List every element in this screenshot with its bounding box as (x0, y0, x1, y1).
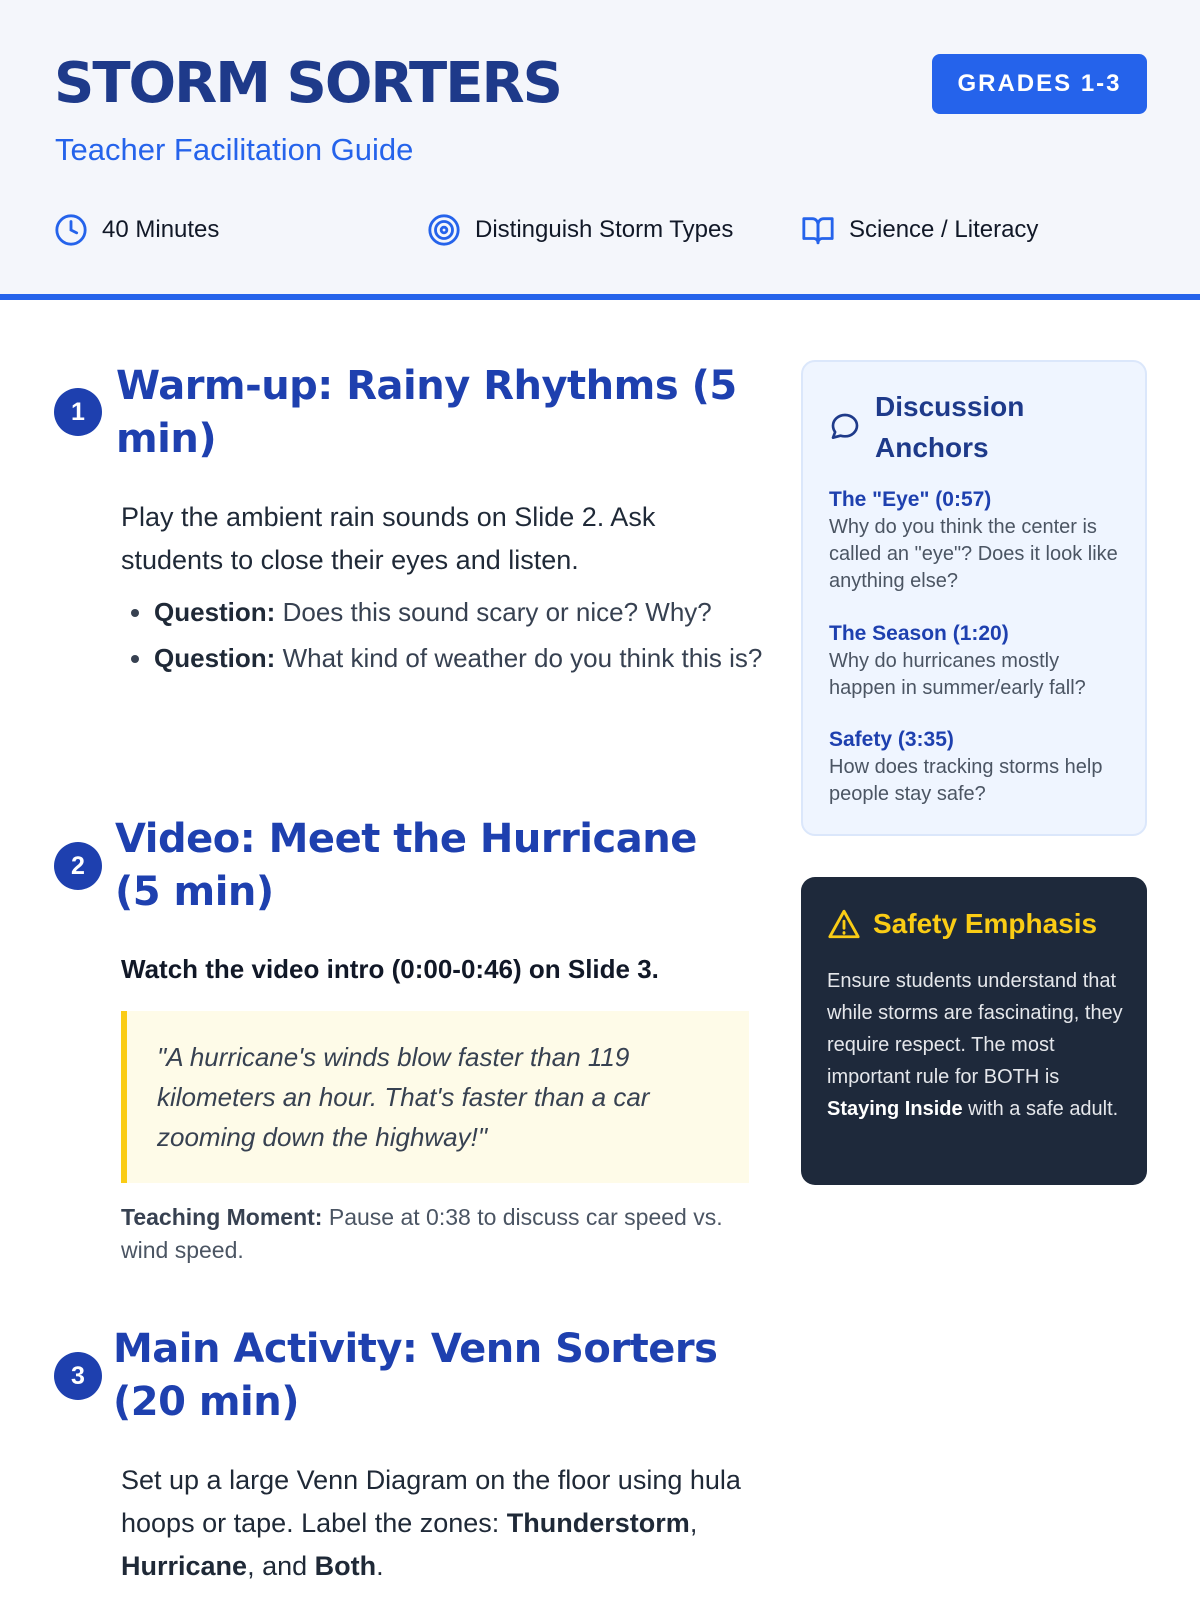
anchor-item (829, 620, 1129, 702)
meta-subject-text: Science / Literacy (849, 216, 1039, 243)
section-video (54, 813, 754, 1267)
page-subtitle: Teacher Facilitation Guide (55, 132, 414, 167)
video-quote: "A hurricane's winds blow faster than 119 kilometers an hour. That's faster than a car zooming down the highway!" (121, 1011, 749, 1183)
question-list (154, 592, 774, 678)
section-main-activity (54, 1323, 754, 1588)
meta-subject (801, 212, 1038, 248)
section-title: Main Activity: Venn Sorters (20 min) (113, 1326, 718, 1425)
list-item: • Question: What kind of weather do you think this is? (154, 638, 774, 678)
zone-label: Hurricane (121, 1551, 248, 1581)
teaching-moment: Teaching Moment: Pause at 0:38 to discuss car speed vs. wind speed. (121, 1204, 723, 1263)
safety-emphasis-panel (801, 877, 1147, 1185)
video-instruction: Watch the video intro (0:00-0:46) on Slide 3. (121, 954, 659, 984)
meta-duration (54, 212, 219, 248)
safety-title: Safety Emphasis (873, 908, 1098, 939)
chat-bubble-icon (829, 411, 861, 443)
safety-text: Ensure students understand that while storms are fascinating, they require respect. The most important rule for BOTH is Staying Inside with a safe adult. (827, 970, 1123, 1120)
meta-objective (427, 212, 733, 248)
target-icon (427, 213, 461, 247)
section-number: 3 (54, 1352, 102, 1400)
grade-badge: GRADES 1-3 (932, 54, 1147, 114)
clock-icon (54, 213, 88, 247)
guide-header (0, 0, 1200, 300)
section-title: Video: Meet the Hurricane (5 min) (115, 816, 697, 915)
section-number: 2 (54, 842, 102, 890)
anchor-title: The "Eye" (0:57) (829, 488, 992, 511)
anchor-item (829, 486, 1129, 595)
section-warm-up (54, 360, 763, 684)
meta-duration-text: 40 Minutes (102, 216, 220, 243)
discussion-anchors-panel (801, 360, 1147, 836)
page-title: STORM SORTERS (54, 51, 561, 116)
warning-icon (827, 907, 861, 941)
anchor-title: Safety (3:35) (829, 728, 954, 751)
zone-label: Both (314, 1551, 377, 1581)
section-intro: Set up a large Venn Diagram on the floor using hula hoops or tape. Label the zones: Thunderstorm, Hurricane, and Both. (121, 1465, 741, 1581)
section-intro: Play the ambient rain sounds on Slide 2. Ask students to close their eyes and listen. (121, 502, 656, 575)
anchor-text: Why do hurricanes mostly happen in summer/early fall? (829, 650, 1086, 699)
zone-label: Thunderstorm (506, 1508, 690, 1538)
anchor-title: The Season (1:20) (829, 622, 1009, 645)
anchor-text: Why do you think the center is called an "eye"? Does it look like anything else? (829, 516, 1118, 592)
list-item: • Question: Does this sound scary or nice? Why? (154, 592, 774, 632)
anchor-text: How does tracking storms help people stay safe? (829, 756, 1103, 805)
anchors-title: Discussion Anchors (875, 391, 1025, 463)
section-title: Warm-up: Rainy Rhythms (5 min) (116, 363, 737, 462)
book-icon (801, 213, 835, 247)
anchor-item (829, 726, 1129, 808)
meta-objective-text: Distinguish Storm Types (475, 216, 734, 243)
section-number: 1 (54, 388, 102, 436)
